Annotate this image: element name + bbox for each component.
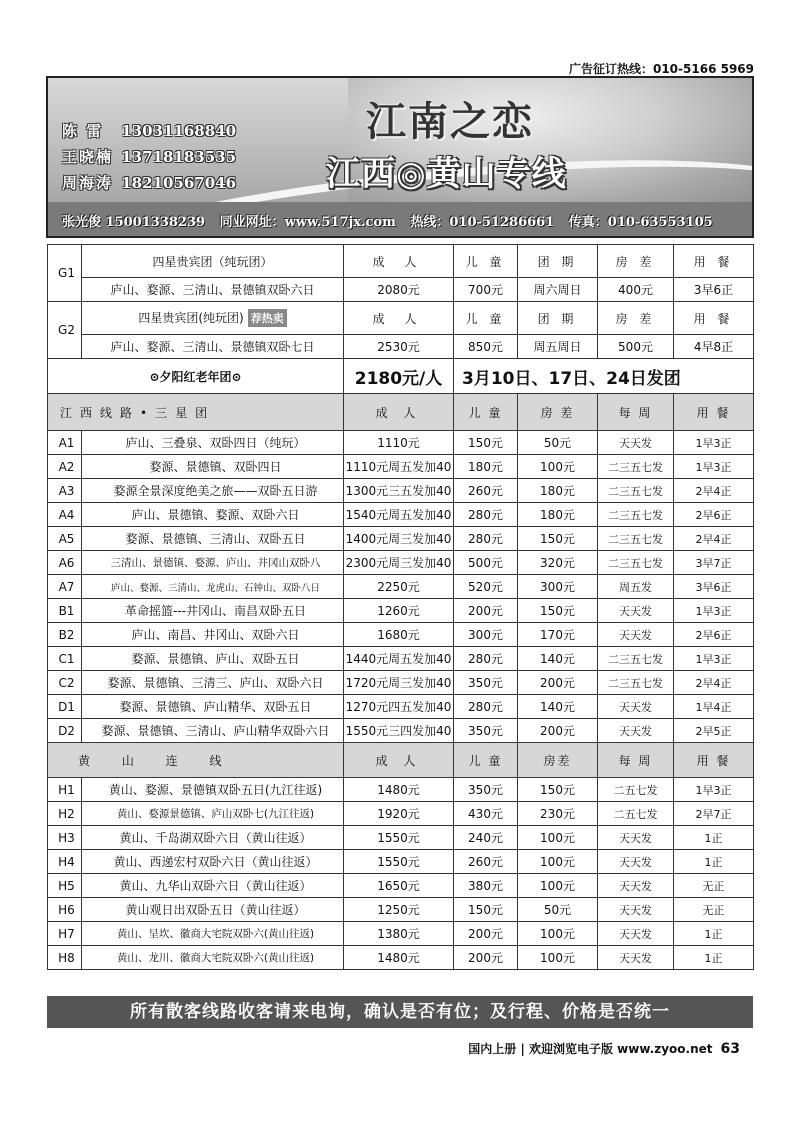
route-desc: 庐山、婺源、三清山、景德镇双卧六日 — [82, 278, 344, 302]
route-code: C1 — [48, 647, 82, 671]
room-diff: 320元 — [518, 551, 598, 575]
route-code: A2 — [48, 455, 82, 479]
price-table — [47, 244, 754, 970]
room-diff: 300元 — [518, 575, 598, 599]
section-header — [48, 743, 754, 778]
child-price: 700元 — [454, 278, 518, 302]
meal: 4早8正 — [674, 335, 754, 359]
meal: 1正 — [674, 946, 754, 970]
weekly-schedule: 二三五七发 — [598, 503, 674, 527]
child-price: 180元 — [454, 455, 518, 479]
adult-price: 1270元四五发加40 — [344, 695, 454, 719]
room-diff: 400元 — [598, 278, 674, 302]
col-meal: 用 餐 — [674, 743, 754, 778]
weekly-schedule: 天天发 — [598, 599, 674, 623]
adult-price: 2080元 — [344, 278, 454, 302]
contact-name: 张光俊 — [62, 215, 102, 230]
route-title-cell — [82, 302, 344, 335]
section-title: 黄 山 连 线 — [48, 743, 344, 778]
table-row — [48, 479, 754, 503]
contact-entry — [62, 170, 236, 196]
col-date: 团 期 — [518, 302, 598, 335]
contact-entry — [62, 144, 236, 170]
table-row — [48, 623, 754, 647]
child-price: 200元 — [454, 599, 518, 623]
adult-price: 1550元 — [344, 826, 454, 850]
room-diff: 100元 — [518, 826, 598, 850]
col-adult: 成 人 — [344, 302, 454, 335]
route-desc: 黄山、龙川、徽商大宅院双卧六(黄山往返) — [82, 946, 344, 970]
col-adult: 成 人 — [344, 743, 454, 778]
route-code: G2 — [48, 302, 82, 359]
weekly-schedule: 二三五七发 — [598, 479, 674, 503]
route-desc: 庐山、婺源、三清山、龙虎山、石钟山、双卧八日 — [82, 575, 344, 599]
meal: 1早3正 — [674, 455, 754, 479]
room-diff: 100元 — [518, 874, 598, 898]
col-adult: 成 人 — [344, 245, 454, 278]
meal: 2早6正 — [674, 503, 754, 527]
sunset-price: 2180元/人 — [344, 359, 454, 394]
route-desc: 婺源、景德镇、三清山、庐山精华双卧六日 — [82, 719, 344, 743]
adult-price: 1440元周五发加40 — [344, 647, 454, 671]
weekly-schedule: 二五七发 — [598, 802, 674, 826]
contact-phone: 18210567046 — [121, 174, 237, 192]
meal: 2早4正 — [674, 527, 754, 551]
route-code: A6 — [48, 551, 82, 575]
adult-price: 1720元周三发加40 — [344, 671, 454, 695]
adult-price: 1250元 — [344, 898, 454, 922]
route-code: G1 — [48, 245, 82, 302]
table-row — [48, 671, 754, 695]
weekly-schedule: 天天发 — [598, 850, 674, 874]
room-diff: 230元 — [518, 802, 598, 826]
meal: 1早4正 — [674, 695, 754, 719]
meal: 1早3正 — [674, 599, 754, 623]
adult-price: 1380元 — [344, 922, 454, 946]
fax: 传真：010-63553105 — [568, 215, 713, 230]
route-desc: 黄山、九华山双卧六日（黄山往返） — [82, 874, 344, 898]
route-code: D1 — [48, 695, 82, 719]
route-code: B2 — [48, 623, 82, 647]
child-price: 380元 — [454, 874, 518, 898]
col-room: 房 差 — [518, 394, 598, 431]
col-date: 团 期 — [518, 245, 598, 278]
website: 同业网址：www.517jx.com — [219, 215, 396, 230]
contact-name: 周海涛 — [62, 174, 114, 192]
child-price: 260元 — [454, 850, 518, 874]
weekly-schedule: 天天发 — [598, 874, 674, 898]
col-child: 儿 童 — [454, 743, 518, 778]
child-price: 520元 — [454, 575, 518, 599]
banner-title: 江南之恋 — [366, 98, 534, 145]
adult-price: 2300元周三发加40 — [344, 551, 454, 575]
route-code: C2 — [48, 671, 82, 695]
table-row — [48, 551, 754, 575]
meal: 2早7正 — [674, 802, 754, 826]
weekly-schedule: 二五七发 — [598, 778, 674, 802]
notice-bar: 所有散客线路收客请来电询，确认是否有位；及行程、价格是否统一 — [47, 996, 753, 1028]
table-row — [48, 719, 754, 743]
adult-price: 1110元周五发加40 — [344, 455, 454, 479]
room-diff: 100元 — [518, 922, 598, 946]
meal: 1早3正 — [674, 778, 754, 802]
route-code: A7 — [48, 575, 82, 599]
child-price: 500元 — [454, 551, 518, 575]
child-price: 850元 — [454, 335, 518, 359]
child-price: 300元 — [454, 623, 518, 647]
route-code: H3 — [48, 826, 82, 850]
route-desc: 婺源、景德镇、三清山、双卧五日 — [82, 527, 344, 551]
tour-date: 周五周日 — [518, 335, 598, 359]
route-title: 四星贵宾团(纯玩团) — [138, 311, 244, 325]
route-desc: 黄山、千岛湖双卧六日（黄山往返） — [82, 826, 344, 850]
weekly-schedule: 二三五七发 — [598, 551, 674, 575]
header-banner — [46, 76, 754, 238]
room-diff: 150元 — [518, 778, 598, 802]
room-diff: 200元 — [518, 671, 598, 695]
route-code: A4 — [48, 503, 82, 527]
col-meal: 用 餐 — [674, 302, 754, 335]
weekly-schedule: 天天发 — [598, 826, 674, 850]
col-room: 房差 — [518, 743, 598, 778]
route-desc: 婺源、景德镇、庐山、双卧五日 — [82, 647, 344, 671]
adult-price: 1550元三四发加40 — [344, 719, 454, 743]
room-diff: 140元 — [518, 695, 598, 719]
col-adult: 成 人 — [344, 394, 454, 431]
meal: 3早6正 — [674, 575, 754, 599]
route-code: D2 — [48, 719, 82, 743]
weekly-schedule: 天天发 — [598, 922, 674, 946]
route-code: H4 — [48, 850, 82, 874]
table-row — [48, 802, 754, 826]
room-diff: 150元 — [518, 527, 598, 551]
col-weekly: 每 周 — [598, 743, 674, 778]
weekly-schedule: 天天发 — [598, 431, 674, 455]
weekly-schedule: 二三五七发 — [598, 647, 674, 671]
table-row — [48, 826, 754, 850]
child-price: 280元 — [454, 503, 518, 527]
room-diff: 180元 — [518, 479, 598, 503]
child-price: 240元 — [454, 826, 518, 850]
route-desc: 三清山、景德镇、婺源、庐山、井冈山双卧八 — [82, 551, 344, 575]
contact-phone: 13031168840 — [121, 122, 237, 140]
contact-list — [62, 118, 236, 196]
adult-price: 1920元 — [344, 802, 454, 826]
huangshan-rows — [48, 778, 754, 970]
col-meal: 用 餐 — [674, 394, 754, 431]
section-header — [48, 394, 754, 431]
section-title: 江西线路•三星团 — [48, 394, 344, 431]
hotline: 热线：010-51286661 — [410, 215, 555, 230]
meal: 无正 — [674, 898, 754, 922]
meal: 1早3正 — [674, 431, 754, 455]
sunset-row — [48, 359, 754, 394]
child-price: 280元 — [454, 647, 518, 671]
adult-price: 1260元 — [344, 599, 454, 623]
room-diff: 140元 — [518, 647, 598, 671]
adult-price: 1110元 — [344, 431, 454, 455]
room-diff: 150元 — [518, 599, 598, 623]
adult-price: 2250元 — [344, 575, 454, 599]
child-price: 280元 — [454, 527, 518, 551]
route-code: A3 — [48, 479, 82, 503]
weekly-schedule: 二三五七发 — [598, 671, 674, 695]
route-desc: 庐山、南昌、井冈山、双卧六日 — [82, 623, 344, 647]
contact-name: 陈 雷 — [62, 122, 104, 140]
adult-price: 1480元 — [344, 778, 454, 802]
meal: 2早5正 — [674, 719, 754, 743]
table-row — [48, 503, 754, 527]
jiangxi-rows — [48, 431, 754, 743]
room-diff: 100元 — [518, 946, 598, 970]
route-desc: 婺源、景德镇、庐山精华、双卧五日 — [82, 695, 344, 719]
route-title: 四星贵宾团（纯玩团） — [82, 245, 344, 278]
child-price: 430元 — [454, 802, 518, 826]
table-row — [48, 302, 754, 335]
route-desc: 庐山、三叠泉、双卧四日（纯玩） — [82, 431, 344, 455]
child-price: 280元 — [454, 695, 518, 719]
contact-phone: 13718183535 — [121, 148, 237, 166]
adult-price: 1550元 — [344, 850, 454, 874]
route-code: H8 — [48, 946, 82, 970]
room-diff: 100元 — [518, 850, 598, 874]
col-child: 儿 童 — [454, 302, 518, 335]
meal: 无正 — [674, 874, 754, 898]
room-diff: 170元 — [518, 623, 598, 647]
table-row — [48, 898, 754, 922]
route-desc: 庐山、景德镇、婺源、双卧六日 — [82, 503, 344, 527]
weekly-schedule: 二三五七发 — [598, 527, 674, 551]
meal: 1早3正 — [674, 647, 754, 671]
meal: 2早4正 — [674, 671, 754, 695]
page-number: 63 — [720, 1041, 740, 1057]
room-diff: 180元 — [518, 503, 598, 527]
table-row — [48, 946, 754, 970]
meal: 3早7正 — [674, 551, 754, 575]
table-row — [48, 245, 754, 278]
ad-hotline: 广告征订热线：010-5166 5969 — [568, 62, 754, 76]
table-row — [48, 455, 754, 479]
route-code: A5 — [48, 527, 82, 551]
child-price: 200元 — [454, 946, 518, 970]
sunset-title: ⊙夕阳红老年团⊙ — [48, 359, 344, 394]
room-diff: 100元 — [518, 455, 598, 479]
adult-price: 1300元三五发加40 — [344, 479, 454, 503]
route-code: H5 — [48, 874, 82, 898]
route-code: H1 — [48, 778, 82, 802]
adult-price: 1480元 — [344, 946, 454, 970]
table-row — [48, 575, 754, 599]
table-row — [48, 922, 754, 946]
route-code: A1 — [48, 431, 82, 455]
banner-subtitle: 江西◎黄山专线 — [326, 154, 567, 194]
route-desc: 黄山、呈坎、徽商大宅院双卧六(黄山往返) — [82, 922, 344, 946]
weekly-schedule: 天天发 — [598, 946, 674, 970]
table-row — [48, 527, 754, 551]
route-desc: 婺源全景深度绝美之旅——双卧五日游 — [82, 479, 344, 503]
col-child: 儿 童 — [454, 394, 518, 431]
child-price: 260元 — [454, 479, 518, 503]
footer-text: 国内上册 | 欢迎浏览电子版 www.zyoo.net — [468, 1042, 713, 1056]
route-desc: 庐山、婺源、三清山、景德镇双卧七日 — [82, 335, 344, 359]
weekly-schedule: 周五发 — [598, 575, 674, 599]
room-diff: 500元 — [598, 335, 674, 359]
hot-sale-badge: 荐热卖 — [248, 309, 287, 327]
adult-price: 1540元周五发加40 — [344, 503, 454, 527]
col-child: 儿 童 — [454, 245, 518, 278]
table-row — [48, 335, 754, 359]
route-code: H7 — [48, 922, 82, 946]
col-meal: 用 餐 — [674, 245, 754, 278]
contact-entry — [62, 118, 236, 144]
table-row — [48, 278, 754, 302]
table-row — [48, 599, 754, 623]
route-code: B1 — [48, 599, 82, 623]
tour-date: 周六周日 — [518, 278, 598, 302]
weekly-schedule: 天天发 — [598, 898, 674, 922]
col-room: 房 差 — [598, 245, 674, 278]
child-price: 200元 — [454, 922, 518, 946]
table-row — [48, 874, 754, 898]
route-desc: 黄山、西递宏村双卧六日（黄山往返） — [82, 850, 344, 874]
meal: 2早6正 — [674, 623, 754, 647]
contact-name: 王晓楠 — [62, 148, 114, 166]
adult-price: 1400元周三发加40 — [344, 527, 454, 551]
col-room: 房 差 — [598, 302, 674, 335]
adult-price: 1680元 — [344, 623, 454, 647]
meal: 1正 — [674, 922, 754, 946]
table-row — [48, 431, 754, 455]
weekly-schedule: 天天发 — [598, 695, 674, 719]
sunset-dates: 3月10日、17日、24日发团 — [454, 359, 754, 394]
child-price: 150元 — [454, 431, 518, 455]
route-desc: 黄山、婺源景德镇、庐山双卧七(九江往返) — [82, 802, 344, 826]
table-row — [48, 647, 754, 671]
table-row — [48, 695, 754, 719]
adult-price: 1650元 — [344, 874, 454, 898]
child-price: 350元 — [454, 671, 518, 695]
page-footer — [468, 1040, 740, 1057]
child-price: 350元 — [454, 719, 518, 743]
table-row — [48, 850, 754, 874]
child-price: 350元 — [454, 778, 518, 802]
route-desc: 革命摇篮---井冈山、南昌双卧五日 — [82, 599, 344, 623]
weekly-schedule: 天天发 — [598, 719, 674, 743]
meal: 1正 — [674, 850, 754, 874]
route-desc: 黄山观日出双卧五日（黄山往返） — [82, 898, 344, 922]
meal: 2早4正 — [674, 479, 754, 503]
route-code: H6 — [48, 898, 82, 922]
weekly-schedule: 二三五七发 — [598, 455, 674, 479]
weekly-schedule: 天天发 — [598, 623, 674, 647]
route-desc: 黄山、婺源、景德镇双卧五日(九江往返) — [82, 778, 344, 802]
contact-line — [62, 211, 713, 230]
route-desc: 婺源、景德镇、三清三、庐山、双卧六日 — [82, 671, 344, 695]
room-diff: 50元 — [518, 898, 598, 922]
contact-phone: 15001338239 — [105, 215, 206, 230]
room-diff: 200元 — [518, 719, 598, 743]
child-price: 150元 — [454, 898, 518, 922]
meal: 1正 — [674, 826, 754, 850]
meal: 3早6正 — [674, 278, 754, 302]
col-weekly: 每 周 — [598, 394, 674, 431]
route-code: H2 — [48, 802, 82, 826]
adult-price: 2530元 — [344, 335, 454, 359]
room-diff: 50元 — [518, 431, 598, 455]
table-row — [48, 778, 754, 802]
route-desc: 婺源、景德镇、双卧四日 — [82, 455, 344, 479]
